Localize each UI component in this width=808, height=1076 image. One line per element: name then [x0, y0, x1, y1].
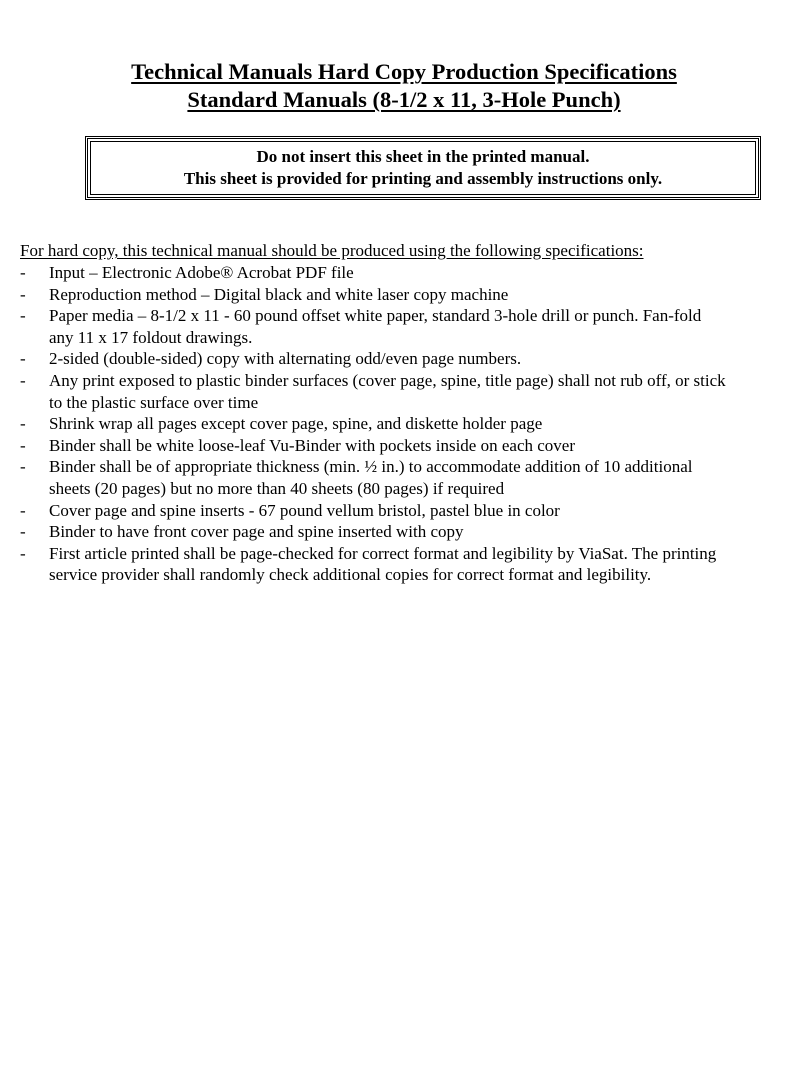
notice-line: This sheet is provided for printing and assembly instructions only. [183, 169, 663, 188]
spec-item [0, 521, 769, 543]
spec-item [0, 370, 769, 413]
spec-text: Input – Electronic Adobe® Acrobat PDF file [49, 263, 354, 282]
spec-item [0, 543, 769, 586]
document-subtitle: Standard Manuals (8-1/2 x 11, 3-Hole Punch) [187, 87, 621, 112]
spec-text: Paper media – 8-1/2 x 11 - 60 pound offset white paper, standard 3-hole drill or punch. Fan-fold [49, 306, 702, 326]
list-dash: - [20, 543, 26, 563]
spec-text: Binder to have front cover page and spine inserted with copy [49, 522, 464, 542]
spec-text-continued: sheets (20 pages) but no more than 40 sheets (80 pages) if required [49, 478, 505, 498]
list-dash: - [20, 306, 26, 326]
spec-text-continued: service provider shall randomly check additional copies for correct format and legibility. [49, 565, 652, 585]
list-dash: - [20, 263, 26, 282]
spec-item [0, 305, 769, 348]
spec-text-continued: to the plastic surface over time [49, 392, 259, 412]
list-dash: - [20, 500, 26, 520]
spec-item [0, 500, 769, 522]
list-dash: - [20, 349, 26, 369]
spec-item [0, 284, 769, 306]
notice-box [85, 136, 761, 200]
spec-item [0, 435, 769, 457]
spec-list [0, 262, 808, 586]
spec-text: Binder shall be white loose-leaf Vu-Binder with pockets inside on each cover [49, 435, 575, 455]
spec-item [0, 413, 769, 435]
list-dash: - [20, 457, 26, 477]
list-dash: - [20, 435, 26, 455]
list-dash: - [20, 522, 26, 542]
spec-text: Shrink wrap all pages except cover page, spine, and diskette holder page [49, 414, 543, 434]
list-dash: - [20, 370, 26, 390]
spec-item [0, 262, 769, 284]
spec-item [0, 456, 769, 499]
spec-intro: For hard copy, this technical manual should be produced using the following specifications: [20, 241, 644, 260]
spec-text: First article printed shall be page-checked for correct format and legibility by ViaSat. The printing [49, 543, 717, 563]
spec-text: Any print exposed to plastic binder surfaces (cover page, spine, title page) shall not rub off, or stick [49, 370, 726, 390]
spec-text: Cover page and spine inserts - 67 pound vellum bristol, pastel blue in color [49, 500, 560, 520]
list-dash: - [20, 414, 26, 434]
spec-text: Reproduction method – Digital black and white laser copy machine [49, 284, 509, 304]
document-title: Technical Manuals Hard Copy Production Specifications [131, 59, 677, 84]
notice-line: Do not insert this sheet in the printed manual. [256, 147, 590, 166]
spec-text-continued: any 11 x 17 foldout drawings. [49, 327, 253, 347]
spec-text: 2-sided (double-sided) copy with alternating odd/even page numbers. [49, 349, 522, 369]
spec-text: Binder shall be of appropriate thickness (min. ½ in.) to accommodate addition of 10 additional [49, 457, 693, 477]
list-dash: - [20, 284, 26, 304]
spec-item [0, 348, 769, 370]
